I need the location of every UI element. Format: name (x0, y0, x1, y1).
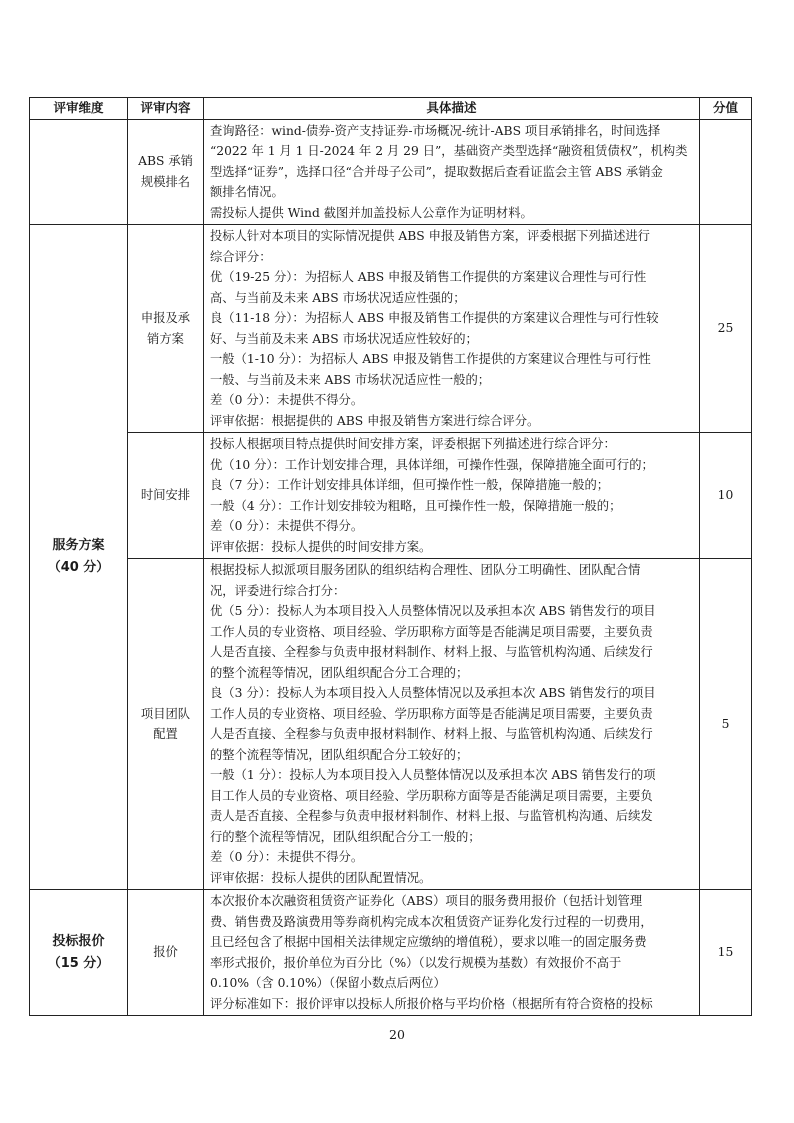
description-line: 一般（1 分）：投标人为本项目投入人员整体情况以及承担本次 ABS 销售发行的项 (210, 768, 656, 782)
description-line: 的整个流程等情况，团队组织配合分工合理的； (210, 665, 469, 680)
header-content: 评审内容 (128, 98, 204, 120)
dimension-points: （15 分） (47, 955, 110, 971)
description-line: 责人是否直接、全程参与负责申报材料制作、材料上报、与监管机构沟通、后续发 (210, 809, 653, 823)
description-cell (204, 225, 700, 433)
description-line: 人是否直接、全程参与负责申报材料制作、材料上报、与监管机构沟通、后续发行 (210, 727, 653, 741)
description-line: 工作人员的专业资格、项目经验、学历职称方面等是否能满足项目需要，主要负责 (210, 624, 653, 639)
description-cell (204, 433, 700, 559)
score-cell: 10 (700, 433, 752, 559)
header-score: 分值 (700, 98, 752, 120)
score-cell: 25 (700, 225, 752, 433)
description-line: 需投标人提供 Wind 截图并加盖投标人公章作为证明材料。 (210, 205, 533, 220)
description-line: 且已经包含了根据中国相关法律规定应缴纳的增值税），要求以唯一的固定服务费 (210, 935, 647, 949)
description-cell (204, 119, 700, 225)
description-cell (204, 890, 700, 1016)
header-dimension: 评审维度 (30, 98, 128, 120)
description-line: 本次报价本次融资租赁资产证券化（ABS）项目的服务费用报价（包括计划管理 (210, 894, 643, 908)
dimension-cell-empty (30, 119, 128, 225)
description-line: 型选择“证券”，选择口径“合并母子公司”，提取数据后查看证监会主管 ABS 承销金 (210, 164, 663, 179)
item-cell: 申报及承销方案 (128, 225, 204, 433)
description-line: 况，评委进行综合打分： (210, 583, 346, 598)
score-cell: 5 (700, 559, 752, 890)
table-row (30, 433, 752, 559)
description-line: 优（10 分）：工作计划安排合理，具体详细，可操作性强，保障措施全面可行的； (210, 457, 654, 472)
description-line: 差（0 分）：未提供不得分。 (210, 519, 364, 533)
description-line: 优（19-25 分）：为招标人 ABS 申报及销售工作提供的方案建议合理性与可行性 (210, 270, 647, 284)
table-row (30, 890, 752, 1016)
description-line: 查询路径：wind-债券-资产支持证券-市场概况-统计-ABS 项目承销排名，时间选择 (210, 123, 661, 138)
description-line: 费、销售费及路演费用等券商机构完成本次租赁资产证券化发行过程的一切费用， (210, 914, 653, 929)
description-line: 评审依据：投标人提供的时间安排方案。 (210, 539, 432, 554)
page-number: 20 (389, 1027, 405, 1042)
dimension-points: （40 分） (47, 560, 110, 575)
description-line: 优（5 分）：投标人为本项目投入人员整体情况以及承担本次 ABS 销售发行的项目 (210, 604, 656, 618)
description-line: 评审依据：投标人提供的团队配置情况。 (210, 870, 432, 885)
description-line: 工作人员的专业资格、项目经验、学历职称方面等是否能满足项目需要，主要负责 (210, 706, 653, 721)
table-row (30, 225, 752, 433)
description-line: 0.10%（含 0.10%）（保留小数点后两位） (210, 976, 446, 990)
description-line: 高、与当前及未来 ABS 市场状况适应性强的； (210, 290, 466, 305)
description-line: 额排名情况。 (210, 185, 284, 199)
description-line: 评分标准如下：报价评审以投标人所报价格与平均价格（根据所有符合资格的投标 (210, 996, 653, 1011)
score-cell: 15 (700, 890, 752, 1016)
score-cell (700, 119, 752, 225)
description-line: 目工作人员的专业资格、项目经验、学历职称方面等是否能满足项目需要，主要负 (210, 788, 653, 803)
description-line: 良（3 分）：投标人为本项目投入人员整体情况以及承担本次 ABS 销售发行的项目 (210, 686, 656, 700)
table-row (30, 559, 752, 890)
item-cell: 项目团队配置 (128, 559, 204, 890)
description-line: 投标人根据项目特点提供时间安排方案，评委根据下列描述进行综合评分： (210, 437, 616, 451)
description-line: 根据投标人拟派项目服务团队的组织结构合理性、团队分工明确性、团队配合情 (210, 563, 641, 577)
scoring-table (29, 97, 752, 1016)
description-line: 率形式报价，报价单位为百分比（%）（以发行规模为基数）有效报价不高于 (210, 955, 622, 970)
description-line: 差（0 分）：未提供不得分。 (210, 393, 364, 407)
header-description: 具体描述 (204, 98, 700, 120)
description-line: 好、与当前及未来 ABS 市场状况适应性较好的； (210, 331, 478, 346)
scoring-table-container (29, 97, 751, 1016)
description-line: 一般（1-10 分）：为招标人 ABS 申报及销售工作提供的方案建议合理性与可行性 (210, 352, 651, 366)
dimension-cell (30, 890, 128, 1016)
description-line: 评审依据：根据提供的 ABS 申报及销售方案进行综合评分。 (210, 413, 540, 428)
item-cell: 时间安排 (128, 433, 204, 559)
description-line: 综合评分： (210, 249, 272, 264)
dimension-cell (30, 225, 128, 890)
description-line: 差（0 分）：未提供不得分。 (210, 850, 364, 864)
table-header-row (30, 98, 752, 120)
description-line: 的整个流程等情况，团队组织配合分工较好的； (210, 747, 469, 762)
item-cell: 报价 (128, 890, 204, 1016)
dimension-name: 投标报价 (52, 933, 105, 949)
description-line: “2022 年 1 月 1 日-2024 年 2 月 29 日”，基础资产类型选择“融资租赁债权”，机构类 (210, 144, 688, 158)
dimension-name: 服务方案 (52, 538, 105, 553)
description-cell (204, 559, 700, 890)
table-row (30, 119, 752, 225)
description-line: 一般、与当前及未来 ABS 市场状况适应性一般的； (210, 372, 491, 387)
item-cell: ABS 承销规模排名 (128, 119, 204, 225)
description-line: 投标人针对本项目的实际情况提供 ABS 申报及销售方案，评委根据下列描述进行 (210, 229, 650, 243)
description-line: 一般（4 分）：工作计划安排较为粗略，且可操作性一般，保障措施一般的； (210, 498, 622, 513)
description-line: 良（11-18 分）：为招标人 ABS 申报及销售工作提供的方案建议合理性与可行性较 (210, 311, 659, 325)
description-line: 人是否直接、全程参与负责申报材料制作、材料上报、与监管机构沟通、后续发行 (210, 645, 653, 659)
description-line: 良（7 分）：工作计划安排具体详细，但可操作性一般，保障措施一般的； (210, 478, 610, 492)
description-line: 行的整个流程等情况，团队组织配合分工一般的； (210, 829, 481, 844)
